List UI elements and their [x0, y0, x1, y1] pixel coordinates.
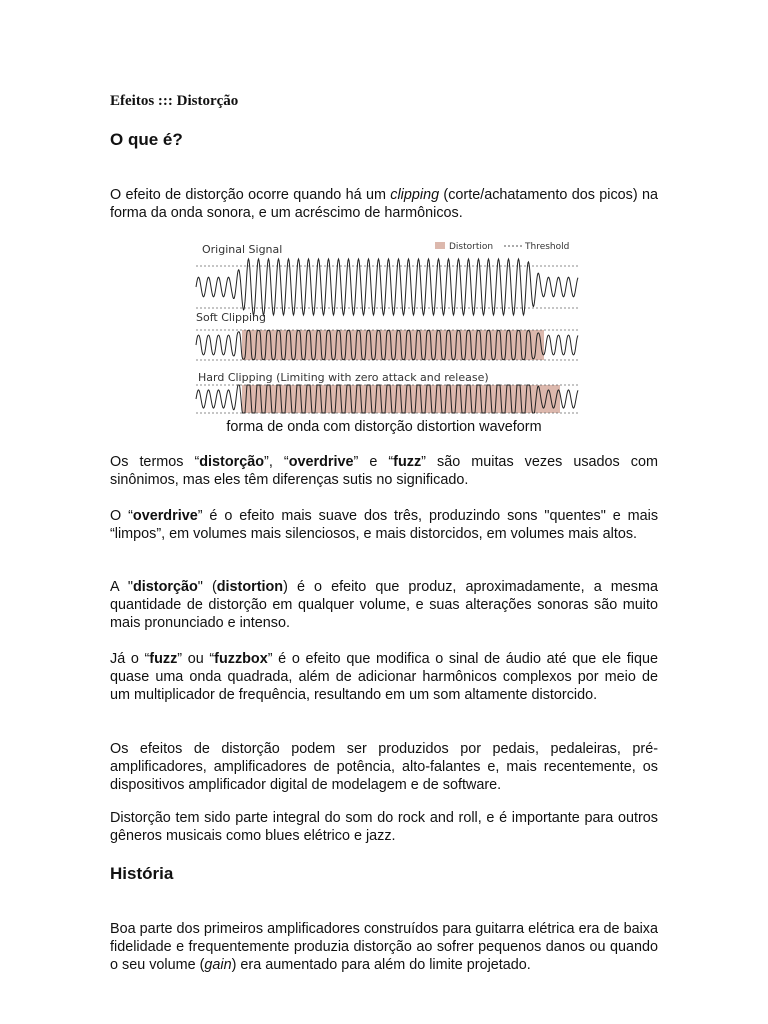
- text-run: Boa parte dos primeiros amplificadores construídos para guitarra elétrica era de baixa fidelidade e frequentemente produzia distorção ao sofrer pequenos danos ou quando o seu volume (: [110, 921, 658, 973]
- intro-paragraph: [110, 186, 658, 222]
- figure-caption: forma de onda com distorção distortion waveform: [226, 419, 542, 435]
- section-heading-history: História: [110, 864, 174, 883]
- legend-threshold-label: Threshold: [525, 242, 570, 252]
- panel-label-hard-clipping: Hard Clipping (Limiting with zero attack and release): [198, 371, 489, 384]
- paragraph-rock: Distorção tem sido parte integral do som do rock and roll, e é importante para outros gêneros musicais como blues elétrico e jazz.: [110, 810, 658, 844]
- legend-distortion-label: Distortion: [449, 242, 494, 252]
- text-run: ” é o efeito mais suave dos três, produzindo sons "quentes" e mais “limpos”, em volumes mais silenciosos, e mais distorcidos, em volumes mais altos.: [110, 508, 659, 542]
- waveform-diagram: [192, 236, 582, 416]
- text-run: ” é o efeito que modifica o sinal de áudio até que ele fique quase uma onda quadrada, além de adicionar harmônicos complexos por meio de um multiplicador de frequência, resultando em um som altamente distorcido.: [110, 651, 658, 703]
- bold-term: fuzz: [393, 454, 422, 470]
- paragraph-distortion: [110, 578, 658, 632]
- text-run: ”, “: [264, 454, 289, 470]
- text-run: " (: [197, 579, 217, 595]
- bold-term: distorção: [199, 454, 265, 470]
- bold-term: fuzzbox: [214, 651, 268, 667]
- paragraph-terms: [110, 453, 658, 489]
- text-run: O “: [110, 508, 133, 524]
- waveform-figure: [192, 236, 582, 436]
- italic-term: gain: [204, 957, 232, 973]
- paragraph-devices: Os efeitos de distorção podem ser produzidos por pedais, pedaleiras, pré-amplificadores, amplificadores de potência, alto-falantes e, mais recentemente, os dispositivos amplificador digital de modelagem e de software.: [110, 741, 658, 793]
- text-run: O efeito de distorção ocorre quando há um: [110, 187, 391, 203]
- bold-term: fuzz: [149, 651, 178, 667]
- paragraph-overdrive: [110, 507, 658, 543]
- text-run: ) é o efeito que produz, aproximadamente, a mesma quantidade de distorção em qualquer volume, e suas alterações sonoras são muito mais pronunciado e intenso.: [110, 579, 658, 631]
- text-run: A ": [110, 579, 133, 595]
- text-run: ” ou “: [177, 651, 215, 667]
- document-title: Efeitos ::: Distorção: [110, 93, 239, 109]
- bold-term: distortion: [216, 579, 284, 595]
- text-run: Os termos “: [110, 454, 200, 470]
- original-signal-wave: [196, 259, 578, 315]
- text-run: ” são muitas vezes usados com sinônimos, mas eles têm diferenças sutis no significado.: [110, 454, 658, 488]
- paragraph-fuzz: [110, 650, 658, 704]
- italic-term: clipping: [390, 187, 440, 203]
- bold-term: overdrive: [288, 454, 354, 470]
- bold-term: overdrive: [132, 508, 198, 524]
- panel-label-soft-clipping: Soft Clipping: [196, 311, 266, 324]
- section-heading-what-is: O que é?: [110, 130, 183, 149]
- distortion-legend-swatch: [435, 242, 445, 249]
- panel-label-original: Original Signal: [202, 243, 283, 256]
- text-run: (corte/achatamento dos picos) na forma da onda sonora, e um acréscimo de harmônicos.: [110, 187, 659, 221]
- paragraph-history: [110, 920, 658, 974]
- text-run: ” e “: [353, 454, 394, 470]
- soft-clipping-distortion-region: [242, 330, 544, 360]
- text-run: ) era aumentado para além do limite projetado.: [231, 957, 531, 973]
- text-run: Já o “: [110, 651, 150, 667]
- bold-term: distorção: [132, 579, 198, 595]
